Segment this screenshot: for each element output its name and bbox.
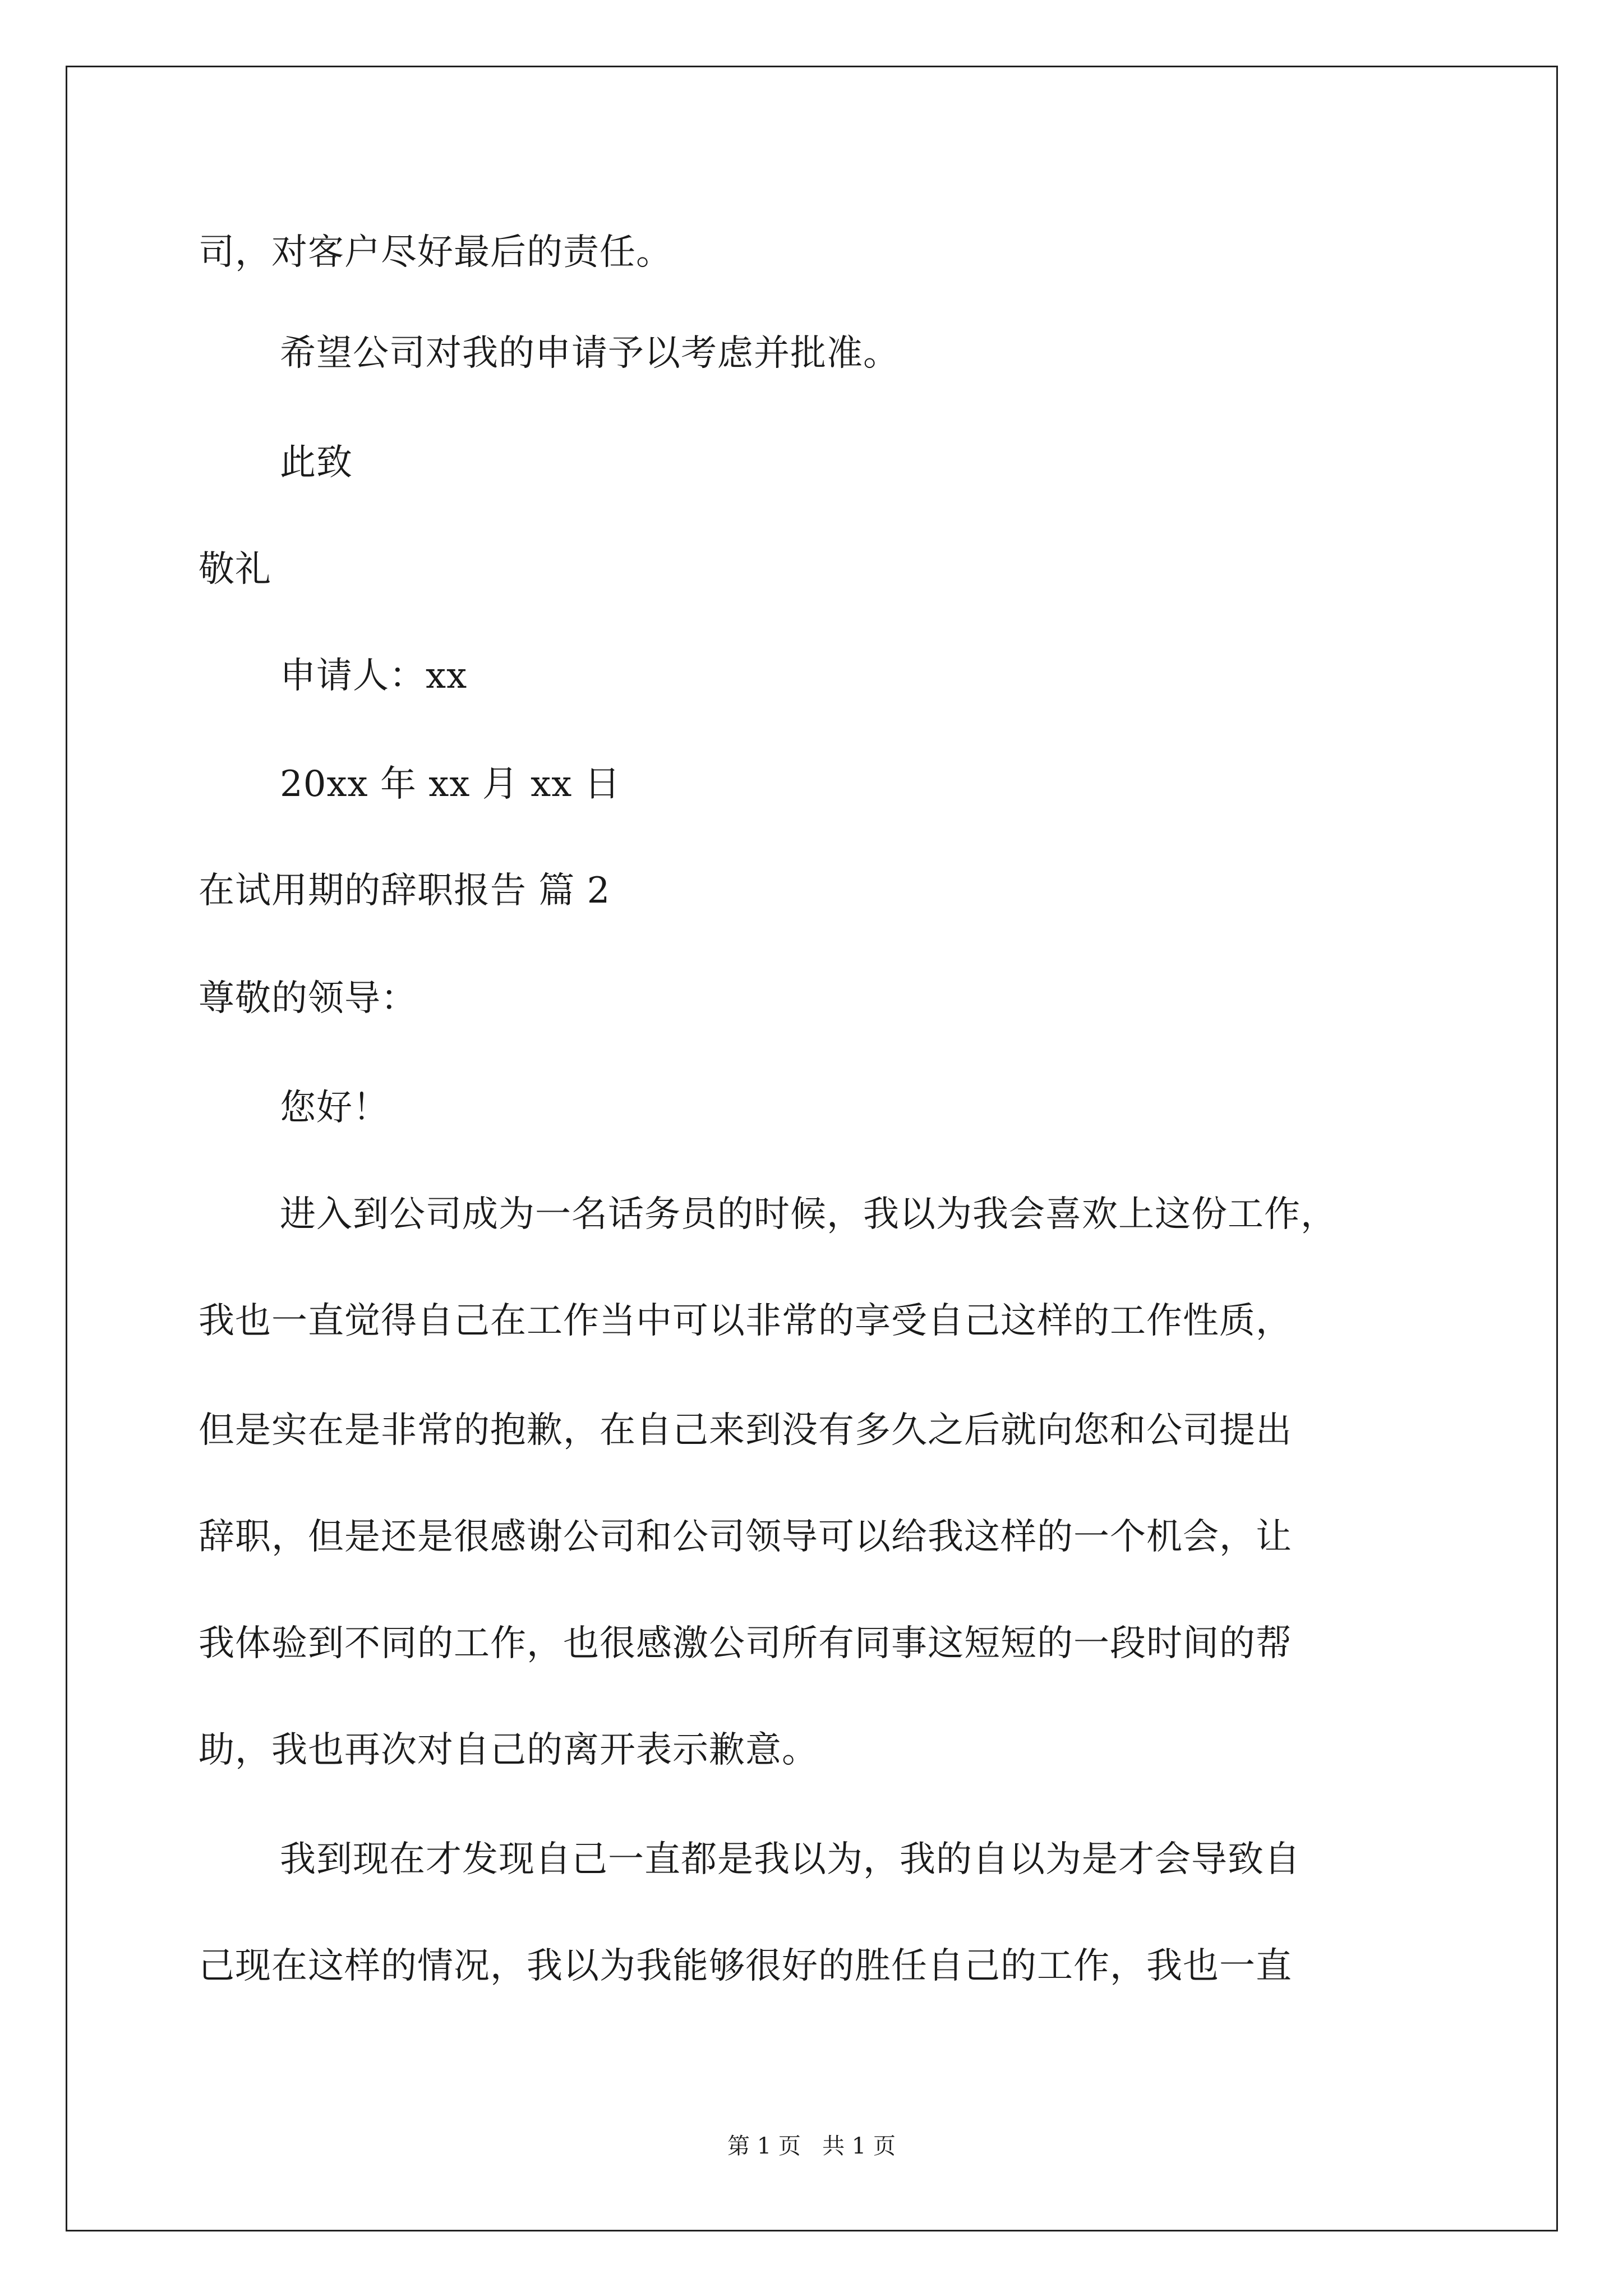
signature-date: 20xx 年 xx 月 xx 日 bbox=[280, 763, 621, 805]
section-title: 在试用期的辞职报告 篇 2 bbox=[199, 870, 611, 912]
closing-phrase: 此致 bbox=[280, 442, 353, 484]
text-line: 我到现在才发现自己一直都是我以为，我的自以为是才会导致自 bbox=[280, 1839, 1301, 1880]
text-line: 司，对客户尽好最后的责任。 bbox=[199, 232, 672, 273]
salutation-closing: 敬礼 bbox=[199, 549, 271, 590]
text-line: 但是实在是非常的抱歉，在自己来到没有多久之后就向您和公司提出 bbox=[199, 1410, 1292, 1451]
text-line: 助，我也再次对自己的离开表示歉意。 bbox=[199, 1729, 818, 1771]
letter-hello: 您好！ bbox=[280, 1087, 389, 1129]
page-footer: 第 1 页 共 1 页 bbox=[727, 2133, 896, 2159]
applicant-signature: 申请人：xx bbox=[280, 655, 468, 697]
text-line: 己现在这样的情况，我以为我能够很好的胜任自己的工作，我也一直 bbox=[199, 1945, 1292, 1987]
text-line: 进入到公司成为一名话务员的时候，我以为我会喜欢上这份工作， bbox=[280, 1194, 1337, 1235]
text-line: 希望公司对我的申请予以考虑并批准。 bbox=[280, 333, 900, 374]
text-line: 我也一直觉得自己在工作当中可以非常的享受自己这样的工作性质， bbox=[199, 1300, 1292, 1342]
text-line: 我体验到不同的工作，也很感激公司所有同事这短短的一段时间的帮 bbox=[199, 1623, 1292, 1664]
page-border bbox=[66, 66, 1558, 2231]
text-line: 辞职，但是还是很感谢公司和公司领导可以给我这样的一个机会，让 bbox=[199, 1516, 1292, 1558]
letter-greeting: 尊敬的领导： bbox=[199, 978, 417, 1019]
